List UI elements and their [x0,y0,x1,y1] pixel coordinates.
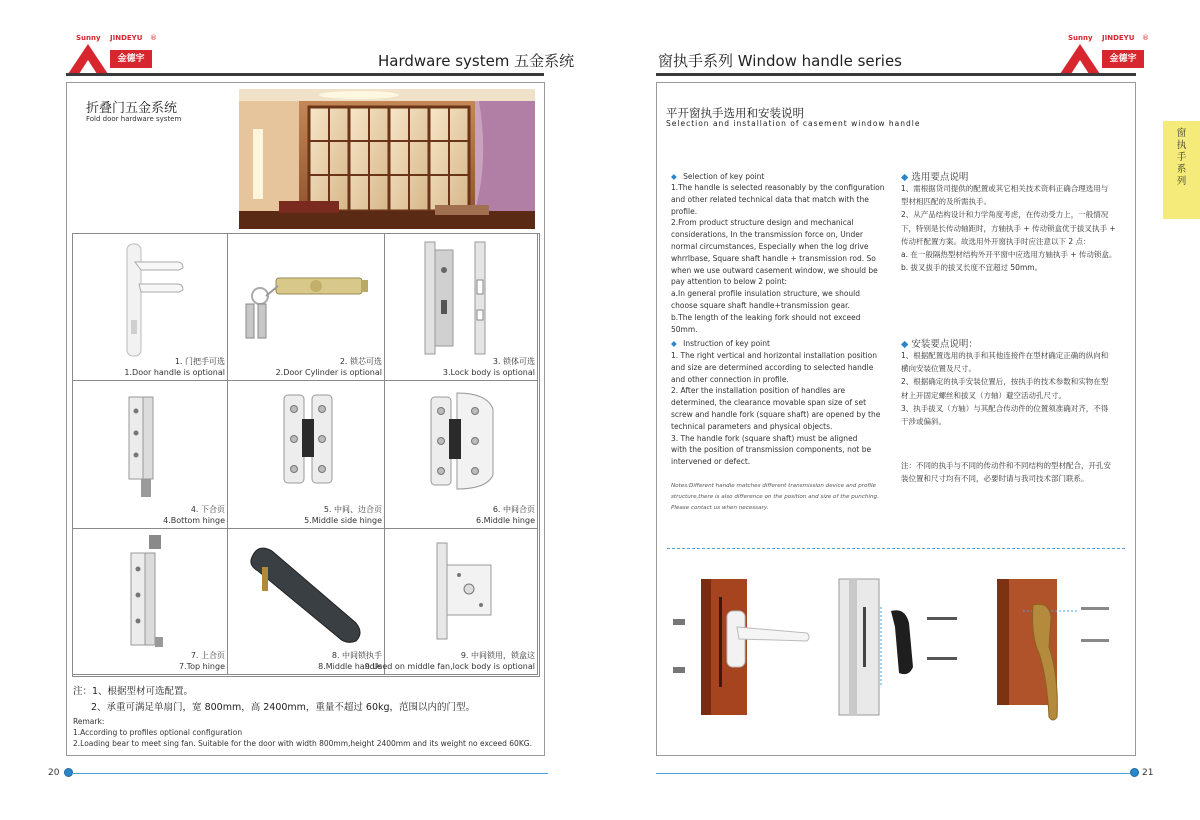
product-cell-9 [364,528,538,675]
item-4-en: 4.Bottom hinge [163,516,225,525]
item-9-cn: 9. 中间锁用，锁盒这 [460,651,535,660]
selection-line-cn: 型材相匹配的及所需执手。 [901,197,991,207]
right-header-title: 窗执手系列 Window handle series [658,52,902,70]
selection-line-cn: a. 在一般隔热型材结构外开平窗中应选用方轴执手 + 传动锁盒。 [901,250,1117,260]
selection-heading-cn [901,169,968,183]
note-line-en: Please contact us when necessary. [671,505,769,511]
item-6-cn: 6. 中间合页 [492,505,535,514]
instruction-line-en: 2. After the installation position of handles are [671,386,846,396]
selection-line-en: a.In general profile insulation structure, we should [671,289,861,299]
instruction-line-en: intervened or defect. [671,457,751,467]
door-handle-image [113,240,193,360]
note-cn-2: 2、承重可满足单扇门，宽 800mm，高 2400mm，重量不超过 60kg，范围以内的门型。 [91,702,476,713]
instruction-heading-en-text: Instruction of key point [683,339,770,348]
notes-cn [901,459,1131,485]
side-tab-text [1163,128,1200,188]
product-cell-1 [72,233,228,381]
selection-line-cn: 下，特别是长传动轴距时，方轴执手 + 传动锁盒优于拔叉执手 + [901,223,1116,233]
note-line-en: Notes:Different handle matches different transmission device and profile [671,483,876,489]
right-title-cn: 平开窗执手选用和安装说明 [666,106,804,120]
instruction-heading-en [671,338,770,350]
item-3-cn: 3. 锁体可选 [492,357,535,366]
item-3-en: 3.Lock body is optional [442,368,535,377]
instruction-line-en: 3. The handle fork (square shaft) must be aligned [671,433,858,443]
logo-left [66,34,157,78]
selection-line-cn: 1、需根据货司提供的配置或其它相关技术资料正确合理选用与 [901,184,1109,193]
brand-name: 金德宇 [110,50,152,68]
instruction-list-cn [901,349,1131,428]
product-cell-7 [72,528,228,675]
selection-line-en: pay attention to below 2 point: [671,277,788,287]
item-5-en: 5.Middle side hinge [304,516,382,525]
selection-line-en: and other related technical data that match with the [671,194,869,204]
note-line-cn: 注：不同的执手与不同的传动件和不同结构的型材配合，开孔安 [901,461,1111,470]
registered-mark: ® [150,34,157,42]
selection-line-en: 1.The handle is selected reasonably by the configuration [671,183,885,192]
product-cell-4 [72,380,228,529]
brand-tag: Sunny [1068,34,1093,42]
remark-2: 2.Loading bear to meet sing fan. Suitable for the door with width 800mm,height 2400mm and its weight no exceed 60KG. [73,739,532,748]
note-cn-1: 注：1、根据型材可选配置。 [73,686,194,697]
top-hinge-image [125,533,175,655]
lock-body-image [415,240,515,358]
instruction-line-cn: 横向安装位置及尺寸。 [901,364,976,374]
selection-line-en: 50mm. [671,324,698,334]
side-tab-char: 手 [1176,152,1187,163]
diamond-icon: ◆ [671,339,677,348]
item-1-cn: 1. 门把手可选 [174,357,225,366]
instruction-line-en: and other connection in profile. [671,374,789,384]
section-title-en: Fold door hardware system [86,115,182,123]
selection-list-cn [901,182,1131,274]
right-title-en: Selection and installation of casement window handle [666,119,921,128]
instruction-line-en: technical parameters and physical objects. [671,421,833,431]
brand-tag: Sunny [76,34,101,42]
instruction-line-en: with the position of transmission components, not be [671,445,872,455]
instruction-line-cn: 1、根据配置选用的执手和其他连接件在型材确定正确的纵向和 [901,351,1109,360]
item-6-en: 6.Middle hinge [476,516,535,525]
item-7-en: 7.Top hinge [178,662,225,671]
left-header-rule [66,73,544,76]
instruction-line-cn: 2、根据确定的执手安装位置后，按执手的技术参数和实物在型 [901,377,1109,387]
side-tab-char: 系 [1176,164,1187,175]
selection-line-cn: b. 拔叉拔手的拔叉长度不宜超过 50mm。 [901,263,1043,273]
item-1-en: 1.Door handle is optional [124,368,225,377]
selection-heading-cn-text: 选用要点说明 [911,172,969,183]
diamond-icon: ◆ [901,339,909,350]
instruction-line-cn: 干涉或偏斜。 [901,417,946,427]
notes-en [671,481,881,514]
brand-mark-icon [1058,42,1102,76]
instruction-line-en: determined, the clearance movable span size of set [671,398,867,408]
selection-line-cn: 传动杆配置方案。故选用外开窗执手时应注意以下 2 点： [901,236,1091,246]
selection-line-en: normal circumstances, Especially when the log drive [671,241,869,251]
instruction-heading-cn-text: 安装要点说明： [911,339,978,350]
item-2-en: 2.Door Cylinder is optional [275,368,382,377]
instruction-line-en: 1. The right vertical and horizontal installation position [671,351,878,360]
selection-line-en: 2.From product structure design and mechanical [671,218,854,228]
product-cell-6 [384,380,538,529]
instruction-line-en: and size are determined according to selected handle [671,362,874,372]
instruction-heading-cn [901,336,978,350]
bottom-hinge-image [123,393,173,503]
note-line-en: structure,there is also difference on the position and size of the punching. [671,494,879,500]
right-footer-line [656,773,1130,774]
dashed-divider [667,548,1125,549]
item-4-cn: 4. 下合页 [190,505,225,514]
door-cylinder-image [236,260,376,350]
selection-heading-en-text: Selection of key point [683,172,765,181]
registered-mark: ® [1142,34,1149,42]
instruction-line-cn: 3、执手拔叉（方轴）与其配合传动件的位置须准确对齐，不得 [901,403,1109,413]
side-tab-char: 窗 [1176,128,1187,139]
item-8-cn: 8. 中间锁执手 [331,651,382,660]
brand-name: 金德宇 [1102,50,1144,68]
selection-line-en: whrrlbase, Square shaft handle + transmission rod. So [671,253,876,263]
left-page-number: 20 [48,768,60,778]
install-photo-white-handle [667,577,815,717]
right-footer-dot [1130,768,1139,777]
middle-lock-body-image [433,539,497,643]
left-header-title: Hardware system 五金系统 [378,52,575,70]
instruction-list-en [671,350,881,468]
diamond-icon: ◆ [671,172,677,181]
middle-hinge-image [427,389,499,493]
item-7-cn: 7. 上合页 [190,651,225,660]
install-photo-black-handle [835,577,969,717]
right-header-rule [656,73,1136,76]
right-page-number: 21 [1142,768,1154,778]
brand-mark-icon [66,42,110,76]
note-line-cn: 装位置和尺寸均有不同，必要时请与我司技术部门联系。 [901,474,1089,484]
right-content-frame [656,82,1136,756]
product-cell-5 [227,380,385,529]
selection-line-en: when we use outward casement window, we should be [671,265,878,275]
selection-line-cn: 2、从产品结构设计和力学角度考虑，在传动受力上，一般情况 [901,210,1109,220]
left-content-frame [66,82,545,756]
remark-title: Remark: [73,717,105,726]
instruction-line-cn: 材上开固定螺丝和拔叉（方轴）避空活动孔尺寸。 [901,390,1066,400]
brand-pinyin: JINDEYU [1102,34,1135,42]
middle-handle-image [238,537,378,647]
product-cell-2 [227,233,385,381]
item-5-cn: 5. 中间、边合页 [323,505,382,514]
logo-right [1058,34,1149,78]
middle-side-hinge-image [280,391,336,491]
section-title-cn: 折叠门五金系统 [86,101,178,116]
instruction-line-en: screw and handle fork (square shaft) are opened by the [671,409,881,419]
selection-line-en: profile. [671,206,698,216]
selection-line-en: b.The length of the leaking fork should not exceed [671,312,861,322]
selection-list-en [671,182,885,335]
item-8-en: 8.Middle handle [318,662,382,671]
install-photo-gold-handle [987,577,1127,727]
side-tab-char: 列 [1176,176,1187,187]
item-2-cn: 2. 锁芯可选 [339,357,382,366]
fold-door-room-photo [239,89,535,229]
left-footer-line [72,773,548,774]
item-9-en: 9.Used on middle fan,lock body is optional [364,662,535,671]
product-cell-8 [227,528,385,675]
brand-pinyin: JINDEYU [110,34,143,42]
remark-1: 1.According to profiles optional configuration [73,728,243,737]
selection-line-en: considerations, In the transmission force on, Under [671,230,863,240]
product-cell-3 [384,233,538,381]
diamond-icon: ◆ [901,172,909,183]
side-tab-char: 执 [1176,140,1187,151]
selection-line-en: choose square shaft handle+transmission gear. [671,300,850,310]
